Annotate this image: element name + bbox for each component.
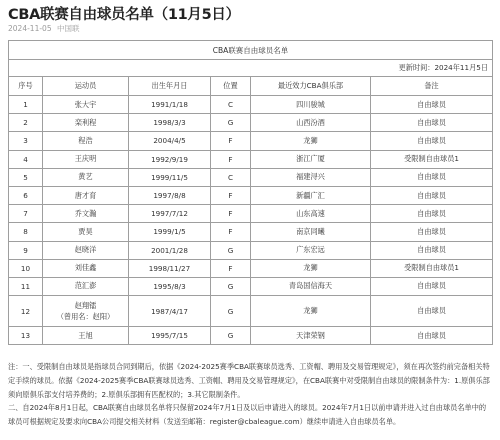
cell-player: 赵翔镭 （曾用名：赵阳） bbox=[43, 296, 129, 327]
cell-last-club: 南京同曦 bbox=[251, 223, 371, 241]
cell-birthdate: 1995/7/15 bbox=[129, 327, 211, 345]
cell-remark: 自由球员 bbox=[371, 186, 493, 204]
notes-section bbox=[8, 360, 492, 429]
cell-birthdate: 1999/1/5 bbox=[129, 223, 211, 241]
cell-remark: 自由球员 bbox=[371, 132, 493, 150]
cell-index: 4 bbox=[9, 150, 43, 168]
cell-last-club: 山东高速 bbox=[251, 205, 371, 223]
cell-index: 9 bbox=[9, 241, 43, 259]
source-label: 中国联 bbox=[56, 24, 80, 33]
cell-player: 范汇澎 bbox=[43, 277, 129, 295]
cell-remark: 自由球员 bbox=[371, 327, 493, 345]
cell-birthdate: 1987/4/17 bbox=[129, 296, 211, 327]
cell-index: 1 bbox=[9, 96, 43, 114]
header-player: 运动员 bbox=[43, 77, 129, 96]
table-row bbox=[9, 327, 493, 345]
table-title: CBA联赛自由球员名单 bbox=[9, 41, 493, 60]
note-list-policy: 二、自2024年8月1日起，CBA联赛自由球员名单将只保留2024年7月1日及以后申请进入的球员。2024年7月1日以前申请并进入过自由球员名单中的球员可根据规定及要求向CBA公司提交相关材料（发送至邮箱：register@cbaleague.com）继续申请进入自由球员名单。 bbox=[8, 403, 487, 427]
article-meta bbox=[8, 23, 79, 34]
cell-remark: 自由球员 bbox=[371, 168, 493, 186]
cell-player: 王旭 bbox=[43, 327, 129, 345]
table-row bbox=[9, 205, 493, 223]
cell-index: 8 bbox=[9, 223, 43, 241]
cell-player: 贾昊 bbox=[43, 223, 129, 241]
table-row bbox=[9, 259, 493, 277]
table-header-row bbox=[9, 77, 493, 96]
cell-player: 张大宇 bbox=[43, 96, 129, 114]
cell-birthdate: 1999/11/5 bbox=[129, 168, 211, 186]
cell-last-club: 龙狮 bbox=[251, 259, 371, 277]
table-row bbox=[9, 132, 493, 150]
cell-remark: 受限制自由球员1 bbox=[371, 150, 493, 168]
cell-position: G bbox=[211, 296, 251, 327]
cell-last-club: 广东宏远 bbox=[251, 241, 371, 259]
cell-position: F bbox=[211, 186, 251, 204]
cell-index: 7 bbox=[9, 205, 43, 223]
cell-position: F bbox=[211, 132, 251, 150]
free-agent-table bbox=[8, 40, 493, 345]
cell-player: 唐才育 bbox=[43, 186, 129, 204]
cell-remark: 自由球员 bbox=[371, 96, 493, 114]
cell-position: F bbox=[211, 223, 251, 241]
cell-position: G bbox=[211, 114, 251, 132]
cell-position: F bbox=[211, 205, 251, 223]
cell-index: 12 bbox=[9, 296, 43, 327]
cell-birthdate: 1998/3/3 bbox=[129, 114, 211, 132]
table-row bbox=[9, 223, 493, 241]
cell-remark: 自由球员 bbox=[371, 205, 493, 223]
cell-remark: 自由球员 bbox=[371, 241, 493, 259]
cell-last-club: 青岛国信海天 bbox=[251, 277, 371, 295]
cell-last-club: 福建浔兴 bbox=[251, 168, 371, 186]
cell-player: 乔文瀚 bbox=[43, 205, 129, 223]
table-row bbox=[9, 241, 493, 259]
cell-player: 王庆明 bbox=[43, 150, 129, 168]
cell-last-club: 浙江广厦 bbox=[251, 150, 371, 168]
cell-index: 13 bbox=[9, 327, 43, 345]
cell-last-club: 四川骏城 bbox=[251, 96, 371, 114]
cell-index: 11 bbox=[9, 277, 43, 295]
cell-remark: 自由球员 bbox=[371, 223, 493, 241]
table-row bbox=[9, 296, 493, 327]
article-headline: CBA联赛自由球员名单（11月5日） bbox=[8, 7, 240, 23]
cell-player: 程浩 bbox=[43, 132, 129, 150]
cell-birthdate: 1998/11/27 bbox=[129, 259, 211, 277]
cell-birthdate: 1991/1/18 bbox=[129, 96, 211, 114]
cell-position: C bbox=[211, 96, 251, 114]
cell-birthdate: 1992/9/19 bbox=[129, 150, 211, 168]
cell-remark: 自由球员 bbox=[371, 114, 493, 132]
cell-position: F bbox=[211, 150, 251, 168]
cell-last-club: 龙狮 bbox=[251, 132, 371, 150]
cell-player: 黄艺 bbox=[43, 168, 129, 186]
cell-index: 5 bbox=[9, 168, 43, 186]
cell-birthdate: 1995/8/3 bbox=[129, 277, 211, 295]
cell-remark: 自由球员 bbox=[371, 277, 493, 295]
cell-birthdate: 1997/7/12 bbox=[129, 205, 211, 223]
cell-position: F bbox=[211, 259, 251, 277]
cell-index: 2 bbox=[9, 114, 43, 132]
cell-last-club: 龙狮 bbox=[251, 296, 371, 327]
cell-index: 3 bbox=[9, 132, 43, 150]
header-remark: 备注 bbox=[371, 77, 493, 96]
cell-remark: 受限制自由球员1 bbox=[371, 259, 493, 277]
cell-last-club: 新疆广汇 bbox=[251, 186, 371, 204]
cell-position: G bbox=[211, 277, 251, 295]
publish-date: 2024-11-05 bbox=[8, 24, 52, 33]
table-row bbox=[9, 277, 493, 295]
cell-player: 赵晓洋 bbox=[43, 241, 129, 259]
note-restricted-definition: 注：一、受限制自由球员是指球员合同到期后，依据《2024-2025赛季CBA联赛球员选秀、工资帽、聘用及交易管理规定》，须在再次签约前完备相关特定手续的球员。依据《2024-2025赛季CBA联赛球员选秀、工资帽、聘用及交易管理规定》，在CBA联赛中对受限制自由球员的限制条件为：1.原俱乐部须向原俱乐部支付培养费的；2.原俱乐部拥有匹配权的；3.其它限制条件。 bbox=[8, 362, 490, 399]
cell-birthdate: 2004/4/5 bbox=[129, 132, 211, 150]
table-row bbox=[9, 96, 493, 114]
header-last-club: 最近效力CBA俱乐部 bbox=[251, 77, 371, 96]
table-update-time: 更新时间：2024年11月5日 bbox=[9, 60, 493, 77]
cell-birthdate: 2001/1/28 bbox=[129, 241, 211, 259]
header-birthdate: 出生年月日 bbox=[129, 77, 211, 96]
table-row bbox=[9, 186, 493, 204]
cell-player: 栾利程 bbox=[43, 114, 129, 132]
cell-position: G bbox=[211, 241, 251, 259]
table-row bbox=[9, 150, 493, 168]
cell-remark: 自由球员 bbox=[371, 296, 493, 327]
table-row bbox=[9, 168, 493, 186]
cell-birthdate: 1997/8/8 bbox=[129, 186, 211, 204]
header-index: 序号 bbox=[9, 77, 43, 96]
header-position: 位置 bbox=[211, 77, 251, 96]
cell-position: C bbox=[211, 168, 251, 186]
cell-position: G bbox=[211, 327, 251, 345]
table-row bbox=[9, 114, 493, 132]
cell-index: 10 bbox=[9, 259, 43, 277]
cell-index: 6 bbox=[9, 186, 43, 204]
cell-player: 刘佳鑫 bbox=[43, 259, 129, 277]
cell-last-club: 天津荣钢 bbox=[251, 327, 371, 345]
cell-last-club: 山西汾酒 bbox=[251, 114, 371, 132]
